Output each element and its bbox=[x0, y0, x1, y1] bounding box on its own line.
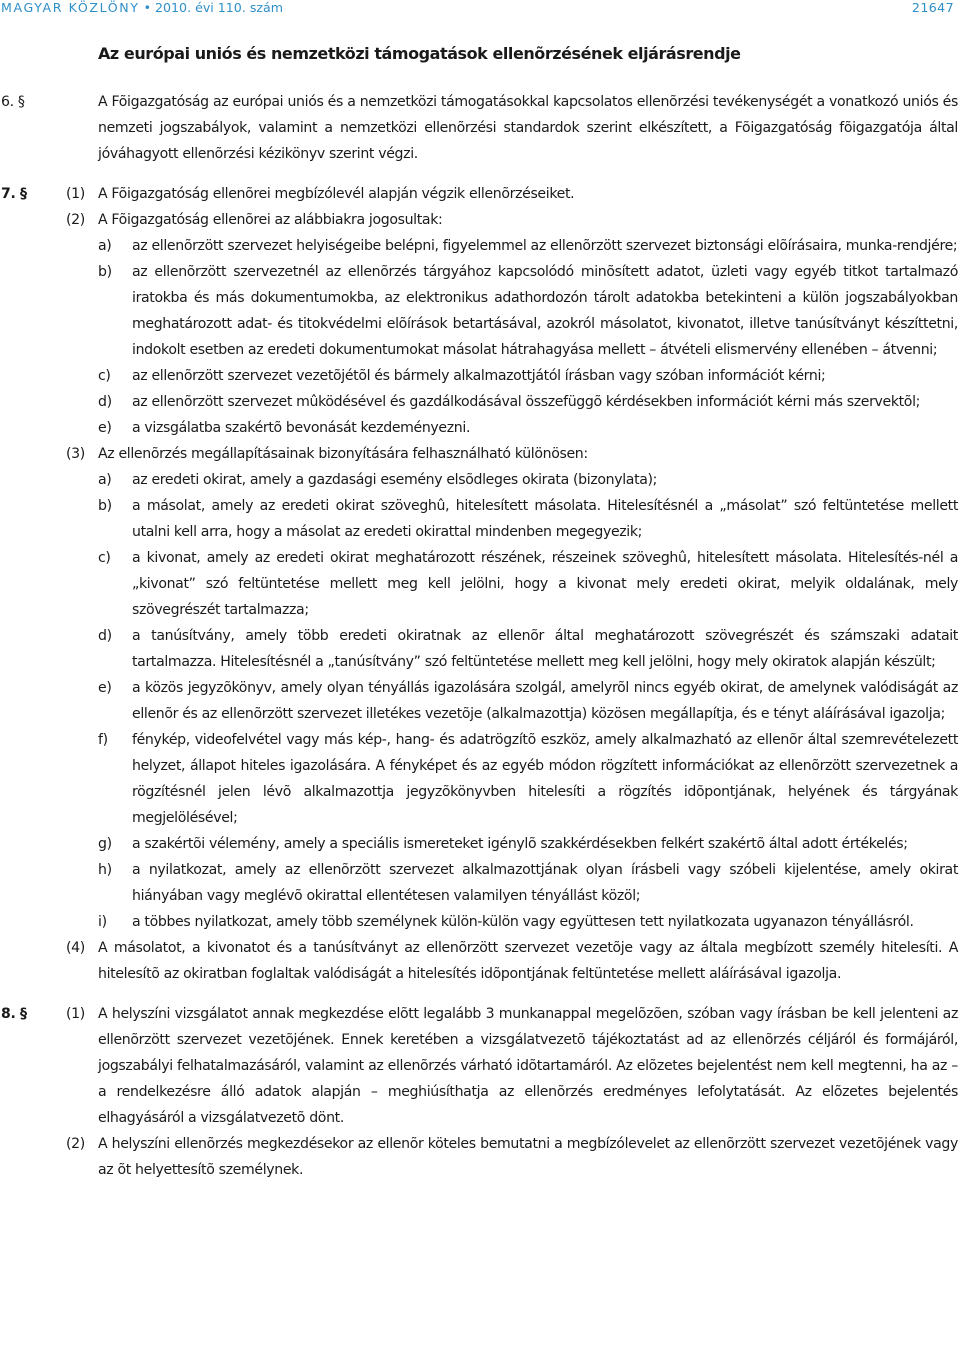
paragraph-2 bbox=[0, 1131, 960, 1183]
paragraph-text: A Fõigazgatóság ellenõrei megbízólevél alapján végzik ellenõrzéseiket. bbox=[98, 186, 575, 202]
page-number: 21647 bbox=[911, 0, 954, 15]
paragraph-number: (2) bbox=[66, 1136, 85, 1152]
item-label: b) bbox=[98, 498, 112, 514]
list-item bbox=[0, 623, 960, 675]
list-item bbox=[0, 545, 960, 623]
journal-issue-line bbox=[1, 0, 283, 15]
item-text: a kivonat, amely az eredeti okirat meghatározott részének, részeinek szöveghû, hitelesített másolata. Hitelesítés-nél a „kivonat” szó feltüntetése mellett meg kell jelölni, hogy a kivonat mely eredeti okirat, melyik oldalának, mely szövegrészét tartalmazza; bbox=[132, 550, 958, 618]
list-item bbox=[0, 857, 960, 909]
list-item bbox=[0, 493, 960, 545]
section-label: 6. § bbox=[1, 94, 25, 110]
item-text: a többes nyilatkozat, amely több személynek külön-külön vagy együttesen tett nyilatkozata ugyanazon tényállásról. bbox=[132, 914, 914, 930]
item-label: c) bbox=[98, 368, 111, 384]
paragraph-number: (1) bbox=[66, 1006, 85, 1022]
list-item bbox=[0, 831, 960, 857]
paragraph-text: A helyszíni ellenõrzés megkezdésekor az ellenõr köteles bemutatni a megbízólevelet az ellenõrzött szervezet vezetõjének vagy az õt helyettesítõ személynek. bbox=[98, 1136, 958, 1178]
item-text: az ellenõrzött szervezet helyiségeibe belépni, figyelemmel az ellenõrzött szervezet biztonsági elõírásaira, munka-rendjére; bbox=[132, 238, 958, 254]
item-label: f) bbox=[98, 732, 108, 748]
item-text: a másolat, amely az eredeti okirat szöveghû, hitelesített másolata. Hitelesítésnél a „másolat” szó feltüntetése mellett utalni kell arra, hogy a másolat az eredeti okirattal mindenben megegyezik; bbox=[132, 498, 958, 540]
item-text: az ellenõrzött szervezet mûködésével és gazdálkodásával összefüggõ kérdésekben információt kérni más szervektõl; bbox=[132, 394, 921, 410]
list-item bbox=[0, 259, 960, 363]
item-text: a vizsgálatba szakértõ bevonását kezdeményezni. bbox=[132, 420, 471, 436]
document-body bbox=[0, 89, 960, 1183]
item-label: c) bbox=[98, 550, 111, 566]
paragraph-text: A másolatot, a kivonatot és a tanúsítványt az ellenõrzött szervezet vezetõje vagy az általa megbízott személy hitelesíti. A hitelesítõ az okiratban foglaltak valódiságát a hitelesítés idõpontjának feltüntetése mellett aláírásával igazolja. bbox=[98, 940, 958, 982]
paragraph-3 bbox=[0, 441, 960, 935]
issue-label: 2010. évi 110. szám bbox=[155, 0, 283, 15]
item-text: a közös jegyzõkönyv, amely olyan tényállás igazolására szolgál, amelyrõl nincs egyéb okirat, de amelynek valódiságát az ellenõr és az ellenõrzött szervezet illetékes vezetõje (alkalmazottja) közösen megállapítja, és e tényt aláírásával igazolja; bbox=[132, 680, 958, 722]
paragraph-1 bbox=[0, 181, 960, 207]
item-label: e) bbox=[98, 680, 112, 696]
item-label: g) bbox=[98, 836, 112, 852]
paragraph-number: (2) bbox=[66, 212, 85, 228]
item-label: e) bbox=[98, 420, 112, 436]
item-text: a nyilatkozat, amely az ellenõrzött szervezet alkalmazottjának olyan írásbeli vagy szóbeli kijelentése, amely okirat hiányában vagy meglévõ okirattal ellentétesen valamilyen tényállást közöl; bbox=[132, 862, 958, 904]
paragraph-text: A Fõigazgatóság ellenõrei az alábbiakra jogosultak: bbox=[98, 212, 443, 228]
section-label: 8. § bbox=[1, 1006, 27, 1022]
list-item bbox=[0, 363, 960, 389]
paragraph-1 bbox=[0, 1001, 960, 1131]
item-text: az eredeti okirat, amely a gazdasági esemény elsõdleges okirata (bizonylata); bbox=[132, 472, 658, 488]
paragraph-2 bbox=[0, 207, 960, 441]
section-text: A Fõigazgatóság az európai uniós és a nemzetközi támogatásokkal kapcsolatos ellenõrzési tevékenységét a vonatkozó uniós és nemzeti jogszabályok, valamint a nemzetközi ellenõrzési standardok szerint elkészített, a Fõigazgatóság fõigazgatója által jóváhagyott ellenõrzési kézikönyv szerint végzi. bbox=[98, 94, 958, 162]
page-title: Az európai uniós és nemzetközi támogatások ellenõrzésének eljárásrendje bbox=[98, 44, 741, 63]
item-label: h) bbox=[98, 862, 112, 878]
item-text: az ellenõrzött szervezetnél az ellenõrzés tárgyához kapcsolódó minõsített adatot, üzleti vagy egyéb titkot tartalmazó iratokba és más dokumentumokba, az elektronikus adathordozón tárolt adatokba betekinteni a külön jogszabályokban meghatározott adat- és titokvédelmi elõírások betartásával, azokról másolatot, kivonatot, illetve tanúsítványt készíttetni, indokolt esetben az eredeti dokumentumokat másolat hátrahagyása mellett – átvételi elismervény ellenében – átvenni; bbox=[132, 264, 958, 358]
list-item bbox=[0, 909, 960, 935]
item-label: i) bbox=[98, 914, 107, 930]
list-item bbox=[0, 467, 960, 493]
section-6 bbox=[0, 89, 960, 167]
item-label: a) bbox=[98, 472, 112, 488]
section-8 bbox=[0, 1001, 960, 1183]
item-label: a) bbox=[98, 238, 112, 254]
paragraph-text: A helyszíni vizsgálatot annak megkezdése elõtt legalább 3 munkanappal megelõzõen, szóban vagy írásban be kell jelenteni az ellenõrzött szervezet vezetõjének. Ennek keretében a vizsgálatvezetõ tájékoztatást ad az ellenõrzés céljáról és formájáról, jogszabályi felhatalmazásáról, valamint az ellenõrzés várható idõtartamáról. Az elõzetes bejelentést nem kell megtenni, ha az – a rendelkezésre álló adatok alapján – meghiúsíthatja az ellenõrzés eredményes lefolytatását. Az elõzetes bejelentés elhagyásáról a vizsgálatvezetõ dönt. bbox=[98, 1006, 958, 1126]
paragraph-text: Az ellenõrzés megállapításainak bizonyítására felhasználható különösen: bbox=[98, 446, 588, 462]
item-label: d) bbox=[98, 628, 112, 644]
list-item bbox=[0, 675, 960, 727]
section-label: 7. § bbox=[1, 186, 27, 202]
list-item bbox=[0, 389, 960, 415]
item-text: a szakértõi vélemény, amely a speciális ismereteket igénylõ szakkérdésekben felkért szakértõ által adott értékelés; bbox=[132, 836, 908, 852]
list-item bbox=[0, 415, 960, 441]
item-text: fénykép, videofelvétel vagy más kép-, hang- és adatrögzítõ eszköz, amely alkalmazható az ellenõr által szemrevételezett helyzet, állapot hiteles igazolására. A fényképet és az egyéb módon rögzített információkat az ellenõrzött szervezetnek a rögzítésnél jelen lévõ alkalmazottja jegyzõkönyvben hitelesíti a rögzítés idõpontjának, helyének és tárgyának megjelölésével; bbox=[132, 732, 958, 826]
list-item bbox=[0, 233, 960, 259]
section-7 bbox=[0, 181, 960, 987]
item-label: b) bbox=[98, 264, 112, 280]
item-text: az ellenõrzött szervezet vezetõjétõl és bármely alkalmazottjától írásban vagy szóban információt kérni; bbox=[132, 368, 826, 384]
separator-dot: • bbox=[143, 0, 152, 15]
item-label: d) bbox=[98, 394, 112, 410]
paragraph-number: (1) bbox=[66, 186, 85, 202]
paragraph-4 bbox=[0, 935, 960, 987]
running-header bbox=[0, 0, 960, 17]
journal-name: MAGYAR KÖZLÖNY bbox=[1, 0, 140, 15]
paragraph-number: (3) bbox=[66, 446, 85, 462]
list-item bbox=[0, 727, 960, 831]
item-text: a tanúsítvány, amely több eredeti okiratnak az ellenõr által meghatározott szövegrészét és számszaki adatait tartalmazza. Hitelesítésnél a „tanúsítvány” szó feltüntetése mellett meg kell jelölni, hogy mely okiratok alapján készült; bbox=[132, 628, 958, 670]
paragraph-number: (4) bbox=[66, 940, 85, 956]
